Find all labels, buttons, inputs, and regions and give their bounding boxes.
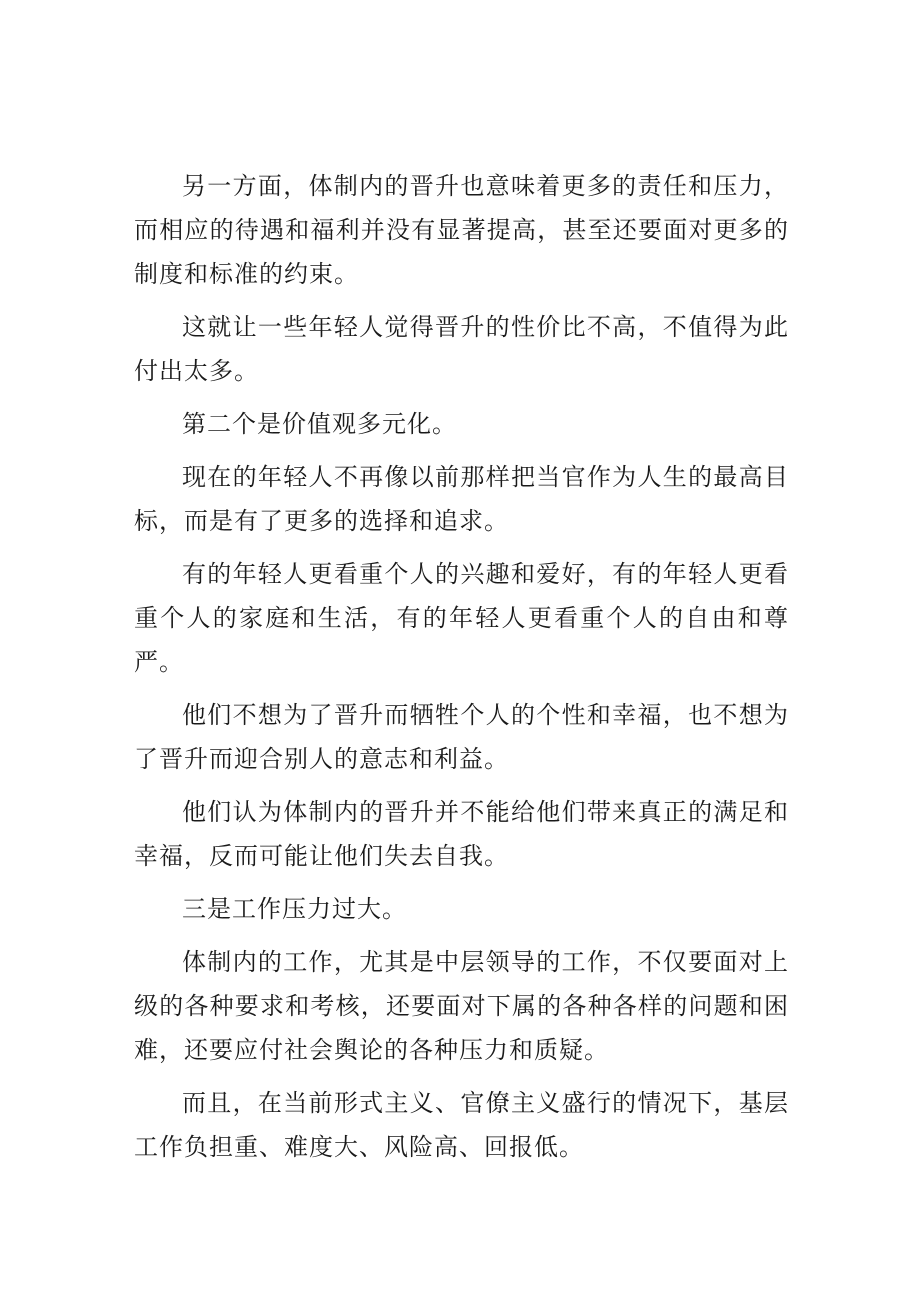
document-body <box>134 164 789 1178</box>
paragraph-6: 他们不想为了晋升而牺牲个人的个性和幸福，也不想为了晋升而迎合别人的意志和利益。 <box>134 701 789 773</box>
paragraph-1: 另一方面，体制内的晋升也意味着更多的责任和压力，而相应的待遇和福利并没有显著提高，甚至还要面对更多的制度和标准的约束。 <box>134 172 789 288</box>
paragraph-9: 体制内的工作，尤其是中层领导的工作，不仅要面对上级的各种要求和考核，还要面对下属的各种各样的问题和困难，还要应付社会舆论的各种压力和质疑。 <box>134 948 789 1064</box>
paragraph-4: 现在的年轻人不再像以前那样把当官作为人生的最高目标，而是有了更多的选择和追求。 <box>134 463 789 535</box>
paragraph-3: 第二个是价值观多元化。 <box>182 410 457 438</box>
paragraph-5: 有的年轻人更看重个人的兴趣和爱好，有的年轻人更看重个人的家庭和生活，有的年轻人更看重个人的自由和尊严。 <box>134 560 789 676</box>
paragraph-10: 而且，在当前形式主义、官僚主义盛行的情况下，基层工作负担重、难度大、风险高、回报低。 <box>134 1089 789 1161</box>
paragraph-2: 这就让一些年轻人觉得晋升的性价比不高，不值得为此付出太多。 <box>134 313 789 385</box>
paragraph-8: 三是工作压力过大。 <box>182 895 407 923</box>
paragraph-7: 他们认为体制内的晋升并不能给他们带来真正的满足和幸福，反而可能让他们失去自我。 <box>134 798 789 870</box>
